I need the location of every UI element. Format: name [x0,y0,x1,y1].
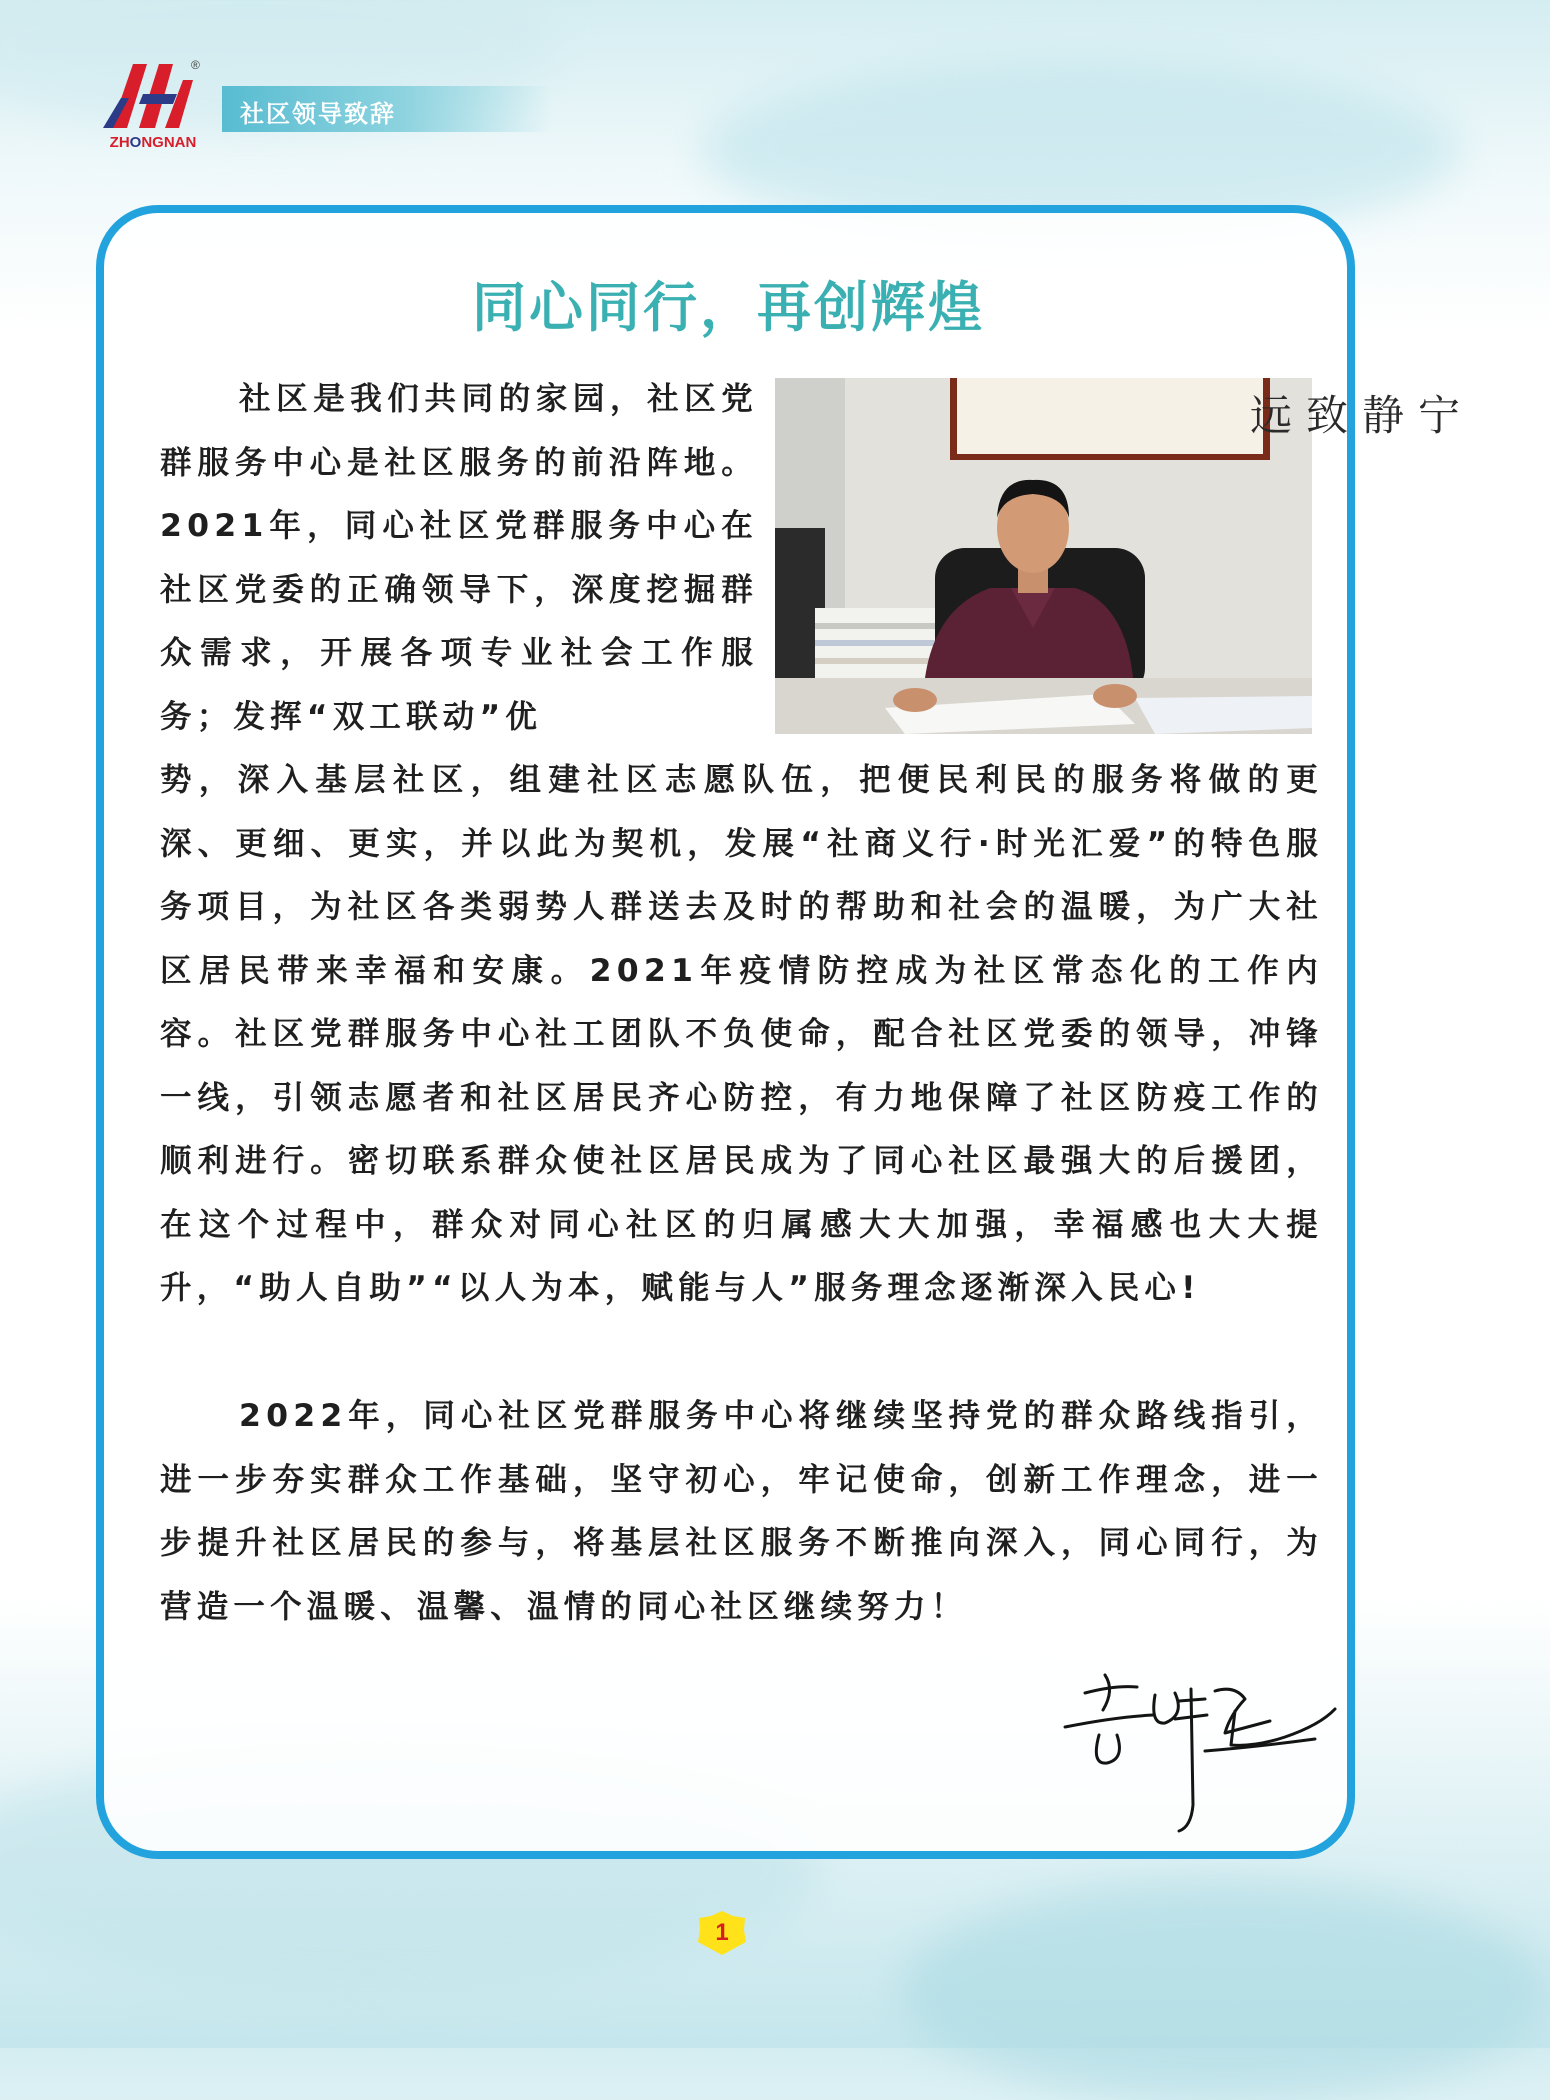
signature-strokes [1055,1655,1345,1835]
zhongnan-logo [103,58,203,154]
handwritten-signature [1055,1655,1345,1835]
leader-photo-illustration [775,378,1475,734]
article-title: 同心同行，再创辉煌 [472,276,985,339]
page-number: 1 [715,1919,729,1946]
paragraph-2: 2022年，同心社区党群服务中心将继续坚持党的群众路线指引，进一步夯实群众工作基础，坚守初心，牢记使命，创新工作理念，进一步提升社区居民的参与，将基层社区服务不断推向深入，同心同行，为营造一个温暖、温馨、温情的同心社区继续努力！ [160,1398,1323,1625]
paragraph-1-intro: 社区是我们共同的家园，社区党群服务中心是社区服务的前沿阵地。2021年，同心社区党群服务中心在社区党委的正确领导下，深度挖掘群众需求，开展各项专业社会工作服务；发挥“双工联动”优 [160,381,758,735]
registered-mark: ® [191,58,200,72]
page-number-badge [697,1910,747,1956]
background-mist-bottom-right [900,1880,1550,2100]
logo-wordmark: ZHONGNAN [109,134,197,151]
zhongnan-logo-mark [103,58,203,134]
section-label: 社区领导致辞 [240,100,396,128]
calligraphy-scroll-text: 宁静致远 [1250,391,1475,440]
paragraph-1-continued: 势，深入基层社区，组建社区志愿队伍，把便民利民的服务将做的更深、更细、更实，并以此为契机，发展“社商义行·时光汇爱”的特色服务项目，为社区各类弱势人群送去及时的帮助和社会的温暖，为广大社区居民带来幸福和安康。2021年疫情防控成为社区常态化的工作内容。社区党群服务中心社工团队不负使命，配合社区党委的领导，冲锋一线，引领志愿者和社区居民齐心防控，有力地保障了社区防疫工作的顺利进行。密切联系群众使社区居民成为了同心社区最强大的后援团，在这个过程中，群众对同心社区的归属感大大加强，幸福感也大大提升，“助人自助”“以人为本，赋能与人”服务理念逐渐深入民心! [160,762,1323,1306]
leader-photo [775,378,1475,734]
section-tag [222,86,552,132]
